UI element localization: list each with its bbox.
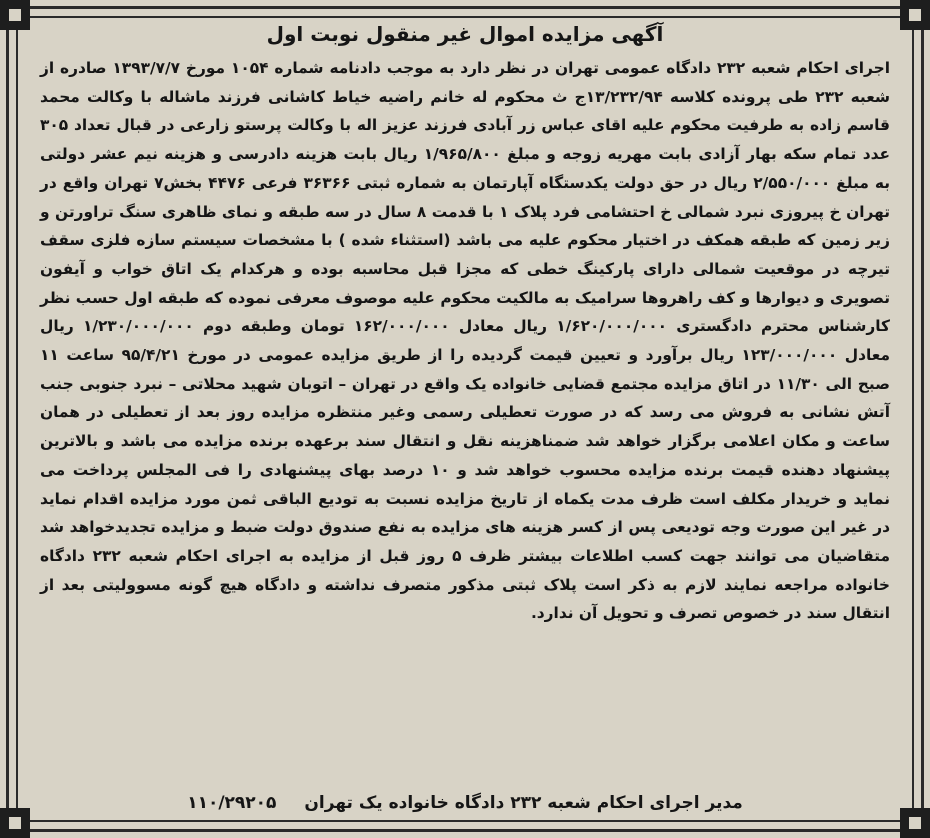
corner-ornament bbox=[900, 808, 930, 838]
signature-line: مدیر اجرای احکام شعبه ۲۳۲ دادگاه خانواده یک تهران bbox=[304, 793, 743, 813]
notice-footer bbox=[40, 786, 890, 820]
corner-ornament bbox=[0, 0, 30, 30]
notice-content bbox=[40, 20, 890, 808]
notice-title: آگهی مزایده اموال غیر منقول نوبت اول bbox=[266, 22, 664, 46]
corner-ornament bbox=[0, 808, 30, 838]
corner-ornament bbox=[900, 0, 930, 30]
notice-body: اجرای احکام شعبه ۲۳۲ دادگاه عمومی تهران در نظر دارد به موجب دادنامه شماره ۱۰۵۴ مورخ ۱۳۹۳/۷/۷ صادره از شعبه ۲۳۲ طی پرونده کلاسه ۱۳/۲۳۲/۹۴ج ث محکوم له خانم راضیه خیاط کاشانی فرزند ماشاله با وکالت محمد قاسم زاده به طرفیت محکوم علیه اقای عباس زر آبادی فرزند عزیز اله با وکالت پرستو زارعی در قبال تعداد ۳۰۵ عدد تمام سکه بهار آزادی بابت مهریه زوجه و مبلغ ۱/۹۶۵/۸۰۰ ریال بابت هزینه دادرسی و هزینه نیم عشر دولتی به مبلغ ۲/۵۵۰/۰۰۰ ریال در حق دولت یکدستگاه آپارتمان به شماره ثبتی ۳۶۳۶۶ فرعی ۴۴۷۶ بخش۷ تهران واقع در تهران خ پیروزی نبرد شمالی خ احتشامی فرد پلاک ۱ با قدمت ۸ سال در سه طبقه و نمای ظاهری سنگ تراورتن و زیر زمین که طبقه همکف در اختیار محکوم علیه می باشد (استثناء شده ) با مشخصات سیستم سازه فلزی سقف تیرچه در موقعیت شمالی دارای پارکینگ خطی که مجزا قبل محاسبه بوده و هرکدام یک اتاق خواب و آیفون تصویری و دیوارها و کف راهروها سرامیک به مالکیت محکوم علیه موصوف معرفی نموده که طبقه اول حسب نظر کارشناس محترم دادگستری ۱/۶۲۰/۰۰۰/۰۰۰ ریال معادل ۱۶۲/۰۰۰/۰۰۰ تومان وطبقه دوم ۱/۲۳۰/۰۰۰/۰۰۰ ریال معادل ۱۲۳/۰۰۰/۰۰۰ ریال برآورد و تعیین قیمت گردیده را از طریق مزایده عمومی در مورخ ۹۵/۴/۲۱ ساعت ۱۱ صبح الی ۱۱/۳۰ در اتاق مزایده مجتمع قضایی خانواده یک واقع در تهران – اتوبان شهید محلاتی – نبرد جنوبی جنب آتش نشانی به فروش می رسد که در صورت تعطیلی رسمی وغیر منتظره مزایده روز بعد از تعطیلی در همان ساعت و مکان اعلامی برگزار خواهد شد ضمناهزینه نقل و انتقال سند برعهده برنده مزایده می باشد و بالاترین پیشنهاد دهنده قیمت برنده مزایده محسوب خواهد شد و ۱۰ درصد بهای پیشنهادی را فی المجلس پرداخت می نماید و خریدار مکلف است ظرف مدت یکماه از تاریخ مزایده نسبت به تودیع الباقی ثمن مورد مزایده اقدام نماید در غیر این صورت وجه تودیعی پس از کسر هزینه های مزایده به نفع صندوق دولت ضبط و مزایده تجدیدخواهد شد متقاضیان می توانند جهت کسب اطلاعات بیشتر ظرف ۵ روز قبل از مزایده به اجرای احکام شعبه ۲۳۲ دادگاه خانواده مراجعه نمایند لازم به ذکر است پلاک ثبتی مذکور متصرف نداشته و دادگاه هیچ گونه مسوولیتی بعد از انتقال سند در خصوص تصرف و تحویل آن ندارد. bbox=[40, 59, 891, 623]
reference-number: ۱۱۰/۲۹۲۰۵ bbox=[187, 793, 277, 813]
